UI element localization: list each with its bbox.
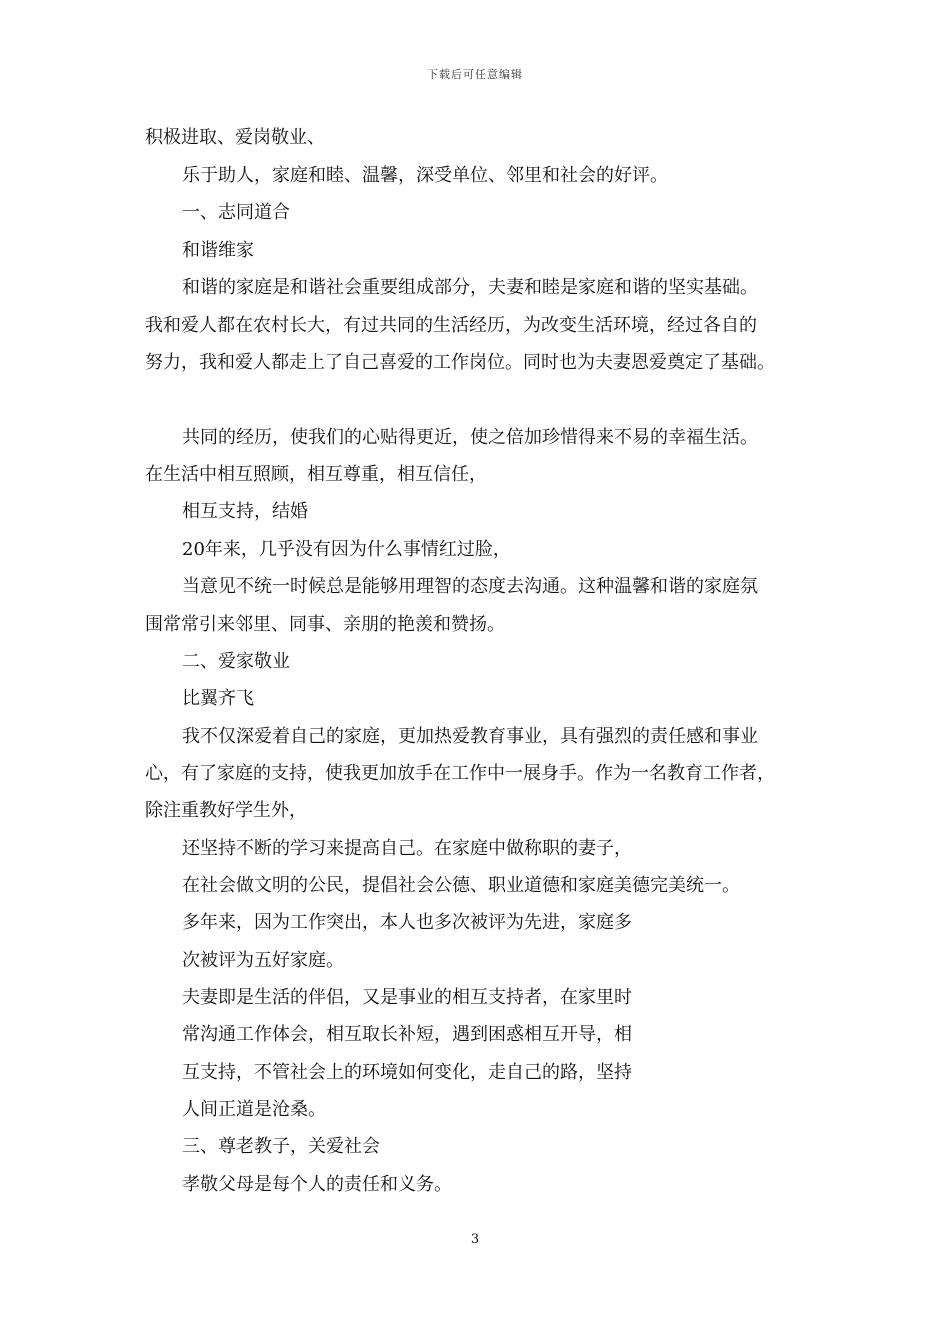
section-subheading: 比翼齐飞 — [182, 688, 254, 709]
text-line: 常沟通工作体会，相互取长补短，遇到困惑相互开导，相 — [182, 1024, 632, 1045]
text-line: 互支持，不管社会上的环境如何变化，走自己的路，坚持 — [182, 1062, 632, 1083]
text-line: 心，有了家庭的支持，使我更加放手在工作中一展身手。作为一名教育工作者， — [145, 763, 775, 784]
text-line: 乐于助人，家庭和睦、温馨，深受单位、邻里和社会的好评。 — [182, 165, 668, 186]
text-line: 当意见不统一时候总是能够用理智的态度去沟通。这种温馨和谐的家庭氛 — [182, 576, 758, 597]
text-line: 在生活中相互照顾，相互尊重，相互信任， — [145, 464, 487, 485]
text-line: 和谐的家庭是和谐社会重要组成部分，夫妻和睦是家庭和谐的坚实基础。 — [182, 277, 758, 298]
text-line: 共同的经历，使我们的心贴得更近，使之倍加珍惜得来不易的幸福生活。 — [182, 427, 758, 448]
text-line: 我和爱人都在农村长大，有过共同的生活经历，为改变生活环境，经过各自的 — [145, 315, 757, 336]
text-line: 除注重教好学生外， — [145, 800, 307, 821]
text-line: 多年来，因为工作突出，本人也多次被评为先进，家庭多 — [182, 912, 632, 933]
section-heading: 二、爱家敬业 — [182, 651, 290, 672]
section-heading: 一、志同道合 — [182, 202, 290, 223]
text-line: 孝敬父母是每个人的责任和义务。 — [182, 1174, 452, 1195]
text-line: 积极进取、爱岗敬业、 — [145, 127, 325, 148]
page-number: 3 — [470, 1232, 480, 1247]
text-line: 次被评为五好家庭。 — [182, 950, 344, 971]
text-line: 夫妻即是生活的伴侣，又是事业的相互支持者，在家里时 — [182, 987, 632, 1008]
section-subheading: 和谐维家 — [182, 240, 254, 261]
text-line: 人间正道是沧桑。 — [182, 1099, 326, 1120]
text-line: 还坚持不断的学习来提高自己。在家庭中做称职的妻子， — [182, 838, 632, 859]
text-line: 努力，我和爱人都走上了自己喜爱的工作岗位。同时也为夫妻恩爱奠定了基础。 — [145, 352, 775, 373]
text-line: 20年来，几乎没有因为什么事情红过脸， — [182, 539, 511, 560]
page-header: 下载后可任意编辑 — [427, 68, 523, 81]
text-line: 围常常引来邻里、同事、亲朋的艳羡和赞扬。 — [145, 614, 505, 635]
text-line: 在社会做文明的公民，提倡社会公德、职业道德和家庭美德完美统一。 — [182, 875, 740, 896]
section-heading: 三、尊老教子，关爱社会 — [182, 1136, 380, 1157]
text-line: 相互支持，结婚 — [182, 501, 308, 522]
text-line: 我不仅深爱着自己的家庭，更加热爱教育事业，具有强烈的责任感和事业 — [182, 726, 758, 747]
